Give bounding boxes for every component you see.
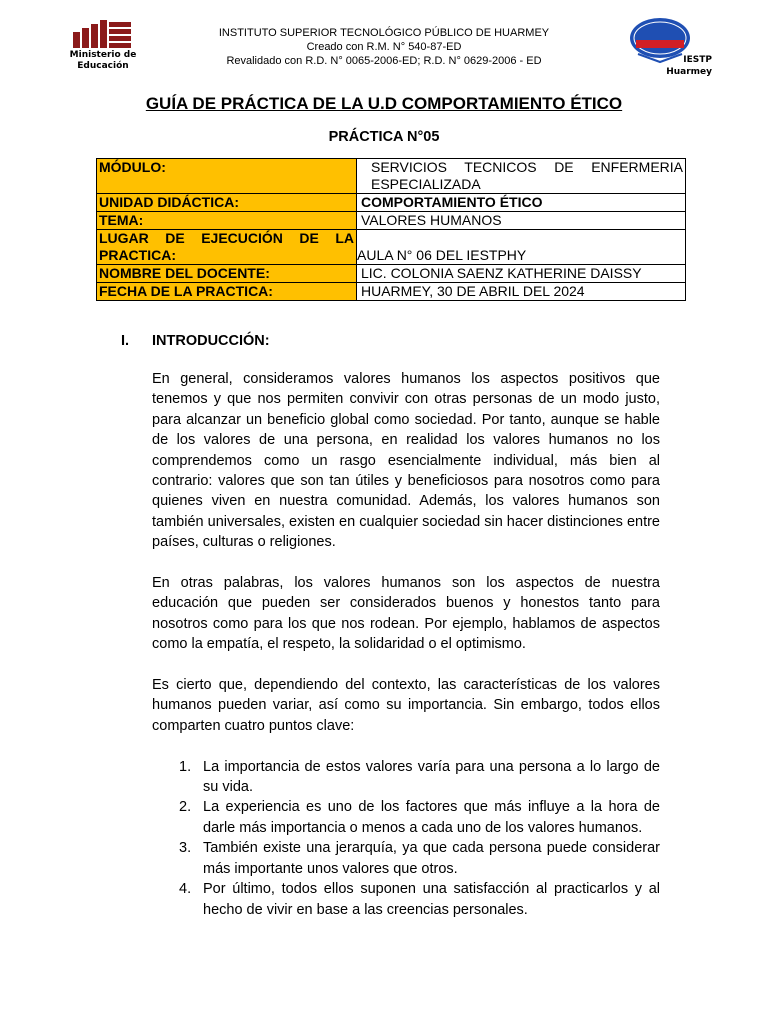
paragraph: Es cierto que, dependiendo del contexto, las características de los valores humanos pueden variar, así como su importancia. Sin embargo, todos ellos comparten cuatro puntos clave: <box>152 677 660 734</box>
info-value: HUARMEY, 30 DE ABRIL DEL 2024 <box>357 283 686 301</box>
info-label: NOMBRE DEL DOCENTE: <box>97 265 357 283</box>
list-marker: 3. <box>179 840 192 857</box>
info-row <box>97 265 686 283</box>
list-item <box>173 879 660 920</box>
revalidation-resolution: Revalidado con R.D. N° 0065-2006-ED; R.D. N° 0629-2006 - ED <box>226 55 542 67</box>
info-label: TEMA: <box>97 212 357 230</box>
paragraph: En general, consideramos valores humanos los aspectos positivos que tenemos y que nos permiten convivir con otras personas de un modo justo, para alcanzar un beneficio global como sociedad. Por tanto, aunque se hable de los valores de una persona, en realidad los valores humanos no los comprendemos como un rasgo esencialmente individual, más bien al contrario: valores que son tan útiles y beneficiosos para nosotros como para quienes viven en nuestra comunidad. Además, los valores humanos son también universales, existen en cualquier sociedad sin hacer distinciones entre países, culturas o religiones. <box>152 371 660 551</box>
iestp-caption-line2: Huarmey <box>666 67 712 77</box>
info-value: VALORES HUMANOS <box>357 212 686 230</box>
institute-header <box>170 26 598 68</box>
paragraph: En otras palabras, los valores humanos son los aspectos de nuestra educación que pueden ser considerados buenos y honestos tanto para nosotros como para los que nos rodean. Por ejemplo, hablamos de aspectos como la empatía, el respeto, la solidaridad o el optimismo. <box>152 575 660 653</box>
section-heading <box>121 333 270 349</box>
list-item-text: La experiencia es uno de los factores que más influye a la hora de darle más importancia o menos a cada uno de los valores humanos. <box>203 799 660 836</box>
practice-info-table <box>96 158 686 301</box>
institute-name: INSTITUTO SUPERIOR TECNOLÓGICO PÚBLICO DE HUARMEY <box>218 27 550 39</box>
info-label: MÓDULO: <box>97 159 357 194</box>
info-label: LUGAR DE EJECUCIÓN DE LA PRACTICA: <box>97 230 357 265</box>
info-row <box>97 283 686 301</box>
list-item <box>173 797 660 838</box>
list-marker: 4. <box>179 881 192 898</box>
info-label: FECHA DE LA PRACTICA: <box>97 283 357 301</box>
section-number: I. <box>121 333 130 349</box>
document-title: GUÍA DE PRÁCTICA DE LA U.D COMPORTAMIENTO ÉTICO <box>145 94 623 113</box>
info-value <box>357 159 686 194</box>
list-item-text: También existe una jerarquía, ya que cada persona puede considerar más importante unos valores que otros. <box>203 840 660 877</box>
section-body <box>152 369 660 920</box>
info-row <box>97 212 686 230</box>
module-value: SERVICIOS TECNICOS DE ENFERMERIA ESPECIALIZADA <box>371 159 683 192</box>
ministry-emblem-icon <box>70 18 136 48</box>
list-item <box>173 757 660 798</box>
ministry-logo <box>66 18 140 80</box>
list-marker: 2. <box>179 799 192 816</box>
info-label: UNIDAD DIDÁCTICA: <box>97 194 357 212</box>
info-value: COMPORTAMIENTO ÉTICO <box>357 194 686 212</box>
iestp-caption <box>666 54 712 78</box>
info-row <box>97 159 686 194</box>
section-title: INTRODUCCIÓN: <box>152 333 270 349</box>
info-row <box>97 230 686 265</box>
creation-resolution: Creado con R.M. N° 540-87-ED <box>306 41 462 53</box>
info-value: LIC. COLONIA SAENZ KATHERINE DAISSY <box>357 265 686 283</box>
iestp-caption-line1: IESTP <box>683 55 712 65</box>
info-value: AULA N° 06 DEL IESTPHY <box>357 230 686 265</box>
list-item-text: Por último, todos ellos suponen una satisfacción al practicarlos y al hecho de vivir en base a las creencias personales. <box>203 881 660 918</box>
list-marker: 1. <box>179 758 192 775</box>
list-item-text: La importancia de estos valores varía para una persona a lo largo de su vida. <box>203 758 660 796</box>
info-row <box>97 194 686 212</box>
practice-number: PRÁCTICA N°05 <box>328 129 440 145</box>
ministry-label: Ministerio de Educación <box>69 50 137 71</box>
iestp-logo <box>628 16 718 82</box>
list-item <box>173 838 660 879</box>
key-points-list <box>158 757 660 920</box>
